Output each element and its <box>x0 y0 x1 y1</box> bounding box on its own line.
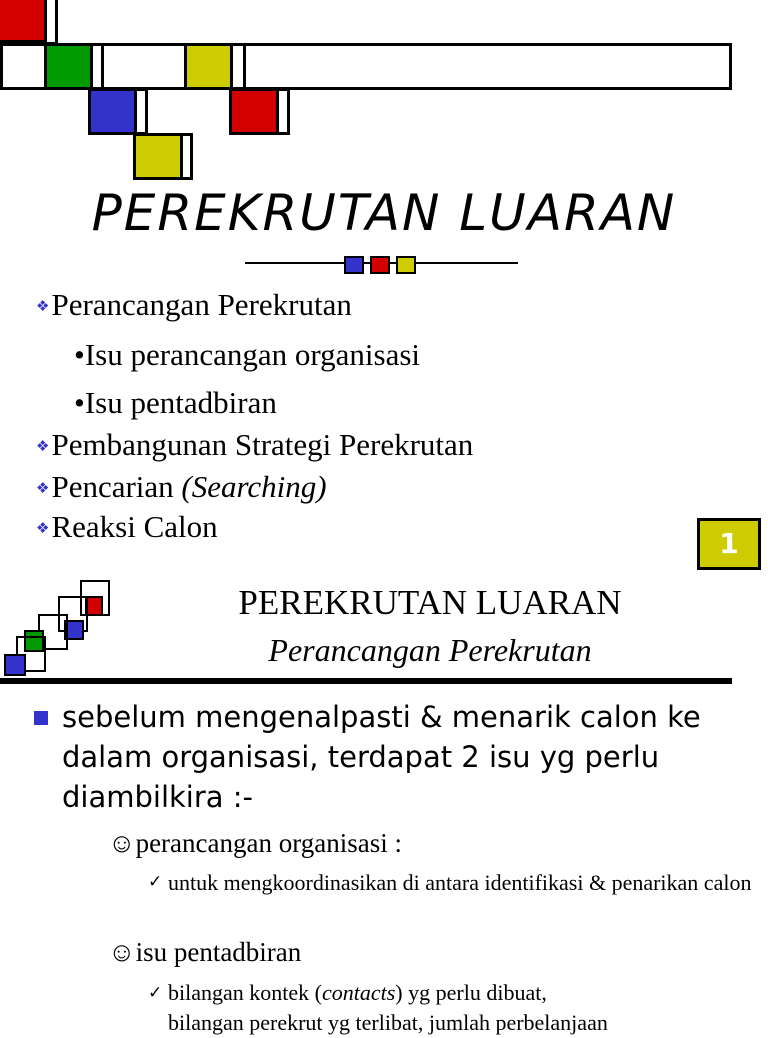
divider-yellow-square <box>396 256 416 274</box>
sub-item-detail: untuk mengkoordinasikan di antara identifikasi & penarikan calon <box>168 870 752 895</box>
yellow-square <box>184 43 234 90</box>
diamond-bullet-icon: ❖ <box>36 297 50 315</box>
red-square <box>229 88 279 135</box>
bullet-text: Perancangan Perekrutan <box>51 287 352 322</box>
sub-item-label: perancangan organisasi <box>135 828 388 858</box>
yellow-square <box>133 133 183 180</box>
bullet-text: Isu perancangan organisasi <box>84 337 421 372</box>
bullet-item <box>74 336 420 374</box>
bullet-item <box>74 384 277 422</box>
sub-item-suffix: : <box>387 828 402 858</box>
blue-square <box>88 88 137 135</box>
diamond-bullet-icon: ❖ <box>36 519 50 537</box>
bullet-item <box>36 286 352 325</box>
sub-item <box>108 936 301 968</box>
bullet-text: Isu pentadbiran <box>84 385 277 420</box>
divider-blue-square <box>344 256 364 274</box>
dot-bullet-icon: • <box>74 337 85 372</box>
check-icon: ✓ <box>148 872 163 892</box>
slide2-subtitle: Perancangan Perekrutan <box>268 632 592 668</box>
square-bullet-icon <box>34 711 48 725</box>
green-square <box>44 43 94 90</box>
sub-item <box>108 827 402 859</box>
divider-red-square <box>370 256 390 274</box>
red-square <box>0 0 47 43</box>
sub-item-detail <box>168 978 547 1008</box>
bullet-italic-text: (Searching) <box>181 469 327 504</box>
slide1-title: PEREKRUTAN LUARAN <box>91 184 677 242</box>
bullet-text: Pembangunan Strategi Perekrutan <box>51 427 474 462</box>
white-square-outline <box>90 43 104 90</box>
page-number-badge <box>697 518 761 570</box>
detail-text: bilangan kontek ( <box>168 980 322 1005</box>
white-square-outline <box>230 43 246 90</box>
dot-bullet-icon: • <box>74 385 85 420</box>
detail-text: ) yg perlu dibuat, <box>395 980 547 1005</box>
detail-italic-text: contacts <box>321 980 396 1005</box>
diamond-bullet-icon: ❖ <box>36 479 50 497</box>
bullet-item <box>36 468 327 507</box>
sub-item-detail-line2: bilangan perekrut yg terlibat, jumlah perbelanjaan <box>168 1010 608 1035</box>
sub-item-label: isu pentadbiran <box>135 937 302 967</box>
bullet-item <box>36 508 218 547</box>
bullet-text: Pencarian <box>51 469 174 504</box>
diamond-bullet-icon: ❖ <box>36 437 50 455</box>
check-icon: ✓ <box>148 983 163 1003</box>
slide2-title: PEREKRUTAN LUARAN <box>238 583 622 622</box>
bullet-text: Reaksi Calon <box>51 509 218 544</box>
bullet-item <box>36 426 473 465</box>
main-bullet-text: sebelum mengenalpasti & menarik calon ke dalam organisasi, terdapat 2 isu yg perlu diambilkira :- <box>62 700 701 814</box>
smiley-icon: ☺ <box>108 828 136 858</box>
header-bar-long <box>0 43 732 90</box>
smiley-icon: ☺ <box>108 937 136 967</box>
slide2-rule <box>0 678 732 684</box>
page-number: 1 <box>719 527 739 560</box>
blue-square <box>4 654 26 676</box>
